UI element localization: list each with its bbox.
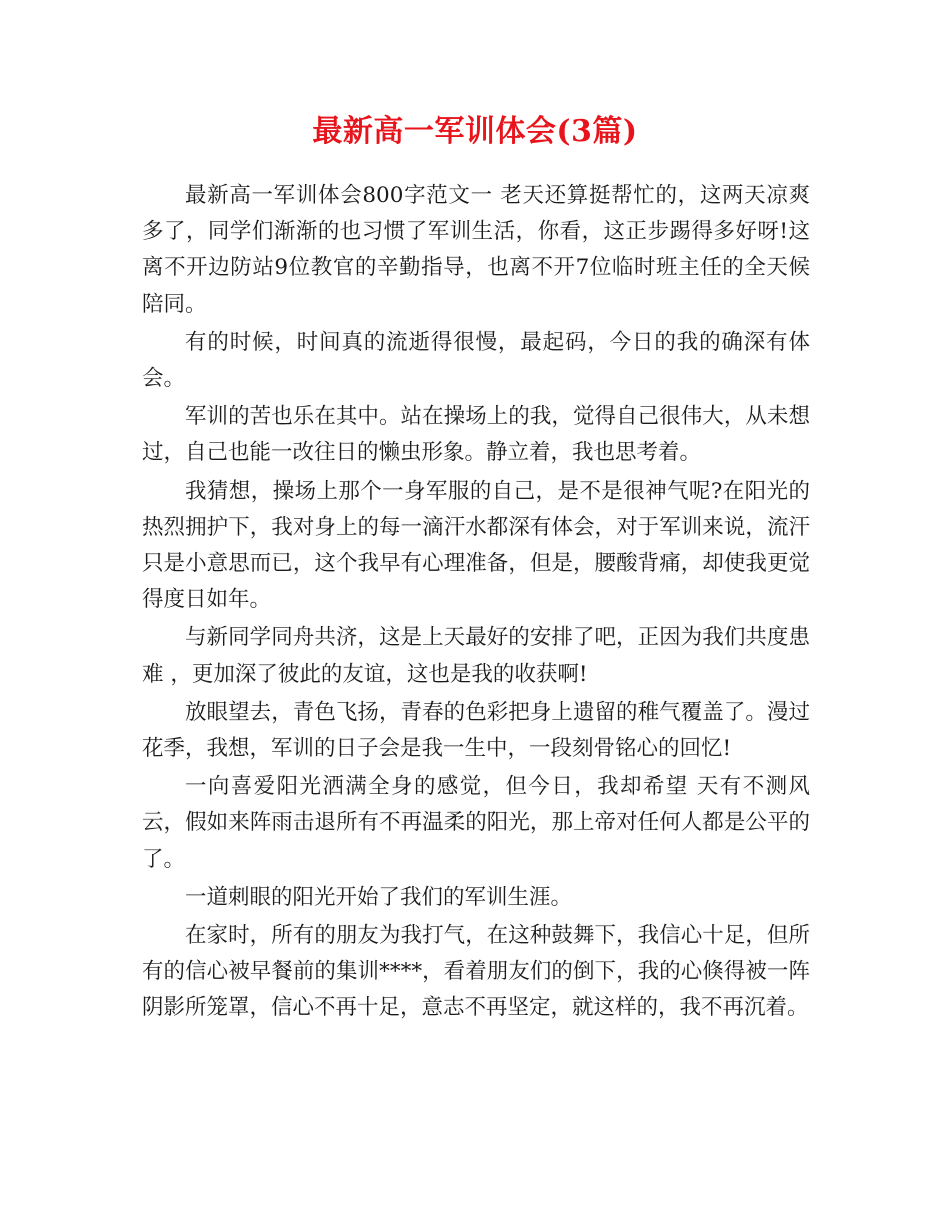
document-body	[142, 178, 810, 1029]
paragraph: 军训的苦也乐在其中。站在操场上的我，觉得自己很伟大，从未想过，自己也能一改往日的懒虫形象。静立着，我也思考着。	[142, 404, 810, 466]
paragraph: 在家时，所有的朋友为我打气，在这种鼓舞下，我信心十足，但所有的信心被早餐前的集训****，看着朋友们的倒下，我的心倏得被一阵阴影所笼罩，信心不再十足，意志不再坚定，就这样的，我不再沉着。	[142, 923, 810, 1021]
paragraph: 放眼望去，青色飞扬，青春的色彩把身上遗留的稚气覆盖了。漫过花季，我想，军训的日子会是我一生中，一段刻骨铭心的回忆!	[142, 699, 810, 762]
paragraph: 与新同学同舟共济，这是上天最好的安排了吧，正因为我们共度患难 ，更加深了彼此的友谊，这也是我的收获啊!	[142, 625, 810, 687]
paragraph: 最新高一军训体会800字范文一 老天还算挺帮忙的，这两天凉爽多了，同学们渐渐的也习惯了军训生活，你看，这正步踢得多好呀!这离不开边防站9位教官的辛勤指导，也离不开7位临时班主任的全天候陪同。	[142, 183, 810, 317]
paragraph: 一道刺眼的阳光开始了我们的军训生涯。	[185, 884, 573, 910]
document-title: 最新高一军训体会(3篇)	[312, 114, 638, 149]
paragraph: 我猜想，操场上那个一身军服的自己，是不是很神气呢?在阳光的热烈拥护下，我对身上的每一滴汗水都深有体会，对于军训来说，流汗只是小意思而已，这个我早有心理准备，但是，腰酸背痛，却使我更觉得度日如年。	[142, 478, 810, 613]
paragraph: 一向喜爱阳光洒满全身的感觉，但今日，我却希望 天有不测风云，假如来阵雨击退所有不再温柔的阳光，那上帝对任何人都是公平的了。	[142, 774, 810, 872]
paragraph: 有的时候，时间真的流逝得很慢，最起码，今日的我的确深有体会。	[142, 329, 810, 392]
